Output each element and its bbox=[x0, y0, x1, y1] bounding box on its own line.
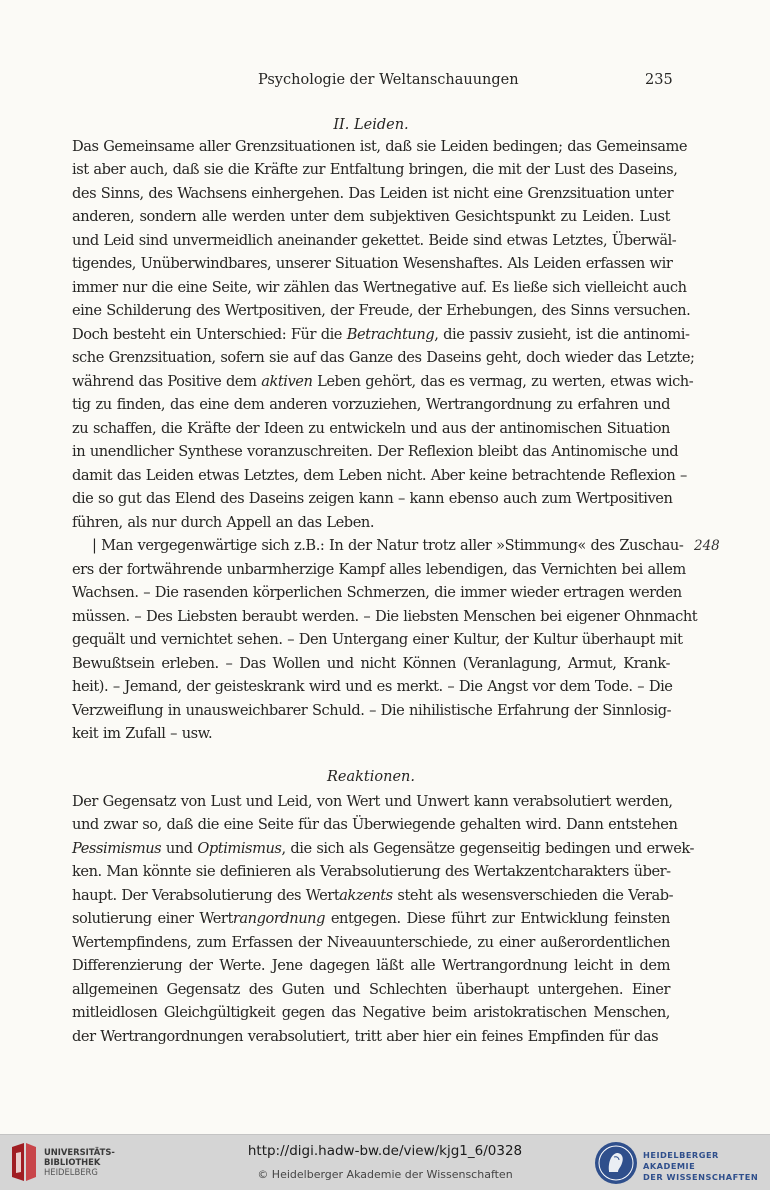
text-line: Wertempfindens, zum Erfassen der Niveauunterschiede, zu einer außerordentlichen bbox=[72, 933, 670, 951]
text-line: und zwar so, daß die eine Seite für das Überwiegende gehalten wird. Dann entstehen bbox=[72, 816, 678, 833]
text-line: Wachsen. – Die rasenden körperlichen Schmerzen, die immer wieder ertragen werden bbox=[72, 584, 682, 601]
text-line: und Leid sind unvermeidlich aneinander gekettet. Beide sind etwas Letztes, Überwäl- bbox=[72, 231, 677, 249]
academy-name: HEIDELBERGER AKADEMIE DER WISSENSCHAFTEN bbox=[643, 1150, 759, 1182]
text-line: Verzweiflung in unausweichbarer Schuld. – Die nihilistische Erfahrung der Sinnlosig- bbox=[72, 701, 672, 719]
text-line: sche Grenzsituation, sofern sie auf das Ganze des Daseins geht, doch wieder das Letzte; bbox=[72, 349, 695, 367]
text-line: Pessimismus und Optimismus, die sich als Gegensätze gegenseitig bedingen und erwek- bbox=[72, 839, 695, 857]
text-line: während das Positive dem aktiven Leben gehört, das es vermag, zu werten, etwas wich- bbox=[72, 372, 694, 390]
text-line: tig zu finden, das eine dem anderen vorzuziehen, Wertrangordnung zu erfahren und bbox=[72, 396, 670, 414]
margin-page-reference: 248 bbox=[694, 538, 720, 554]
text-line: Doch besteht ein Unterschied: Für die Betrachtung, die passiv zusieht, ist die antinomi- bbox=[72, 325, 690, 343]
text-line: Der Gegensatz von Lust und Leid, von Wert und Unwert kann verabsolutiert werden, bbox=[72, 792, 673, 810]
text-line: müssen. – Des Liebsten beraubt werden. – Die liebsten Menschen bei eigener Ohnmacht bbox=[72, 607, 698, 625]
text-line: die so gut das Elend des Daseins zeigen kann – kann ebenso auch zum Wertpositiven bbox=[72, 490, 673, 508]
text-line: zu schaffen, die Kräfte der Ideen zu entwickeln und aus der antinomischen Situation bbox=[72, 419, 670, 437]
text-line: haupt. Der Verabsolutierung des Wertakzents steht als wesensverschieden die Verab- bbox=[72, 886, 674, 904]
text-line: führen, als nur durch Appell an das Leben. bbox=[72, 513, 375, 531]
university-library-name: UNIVERSITÄTS- BIBLIOTHEK HEIDELBERG bbox=[44, 1147, 115, 1177]
text-line: Bewußtsein erleben. – Das Wollen und nicht Können (Veranlagung, Armut, Krank- bbox=[72, 654, 670, 672]
text-line: solutierung einer Wertrangordnung entgegen. Diese führt zur Entwicklung feinsten bbox=[72, 910, 670, 927]
text-line: | Man vergegenwärtige sich z.B.: In der Natur trotz aller »Stimmung« des Zuschau- bbox=[92, 537, 684, 554]
text-line: anderen, sondern alle werden unter dem subjektiven Gesichtspunkt zu Leiden. Lust bbox=[72, 208, 670, 226]
text-line: damit das Leiden etwas Letztes, dem Leben nicht. Aber keine betrachtende Reflexion – bbox=[72, 466, 687, 484]
text-line: heit). – Jemand, der geisteskrank wird und es merkt. – Die Angst vor dem Tode. – Die bbox=[72, 678, 673, 695]
text-line: ist aber auch, daß sie die Kräfte zur Entfaltung bringen, die mit der Lust des Daseins, bbox=[72, 161, 678, 179]
copyright-notice: © Heidelberger Akademie der Wissenschaften bbox=[257, 1168, 513, 1181]
text-line: gequält und vernichtet sehen. – Den Untergang einer Kultur, der Kultur überhaupt mit bbox=[72, 631, 683, 648]
section-heading-reaktionen: Reaktionen. bbox=[327, 769, 415, 785]
text-line: Differenzierung der Werte. Jene dagegen läßt alle Wertrangordnung leicht in dem bbox=[72, 957, 670, 974]
text-line: mitleidlosen Gleichgültigkeit gegen das Negative beim aristokratischen Menschen, bbox=[72, 1004, 670, 1021]
text-line: allgemeinen Gegensatz des Guten und Schlechten überhaupt untergehen. Einer bbox=[72, 980, 670, 998]
text-line: der Wertrangordnungen verabsolutiert, tritt aber hier ein feines Empfinden für das bbox=[72, 1027, 659, 1045]
text-line: in unendlicher Synthese voranzuschreiten. Der Reflexion bleibt das Antinomische und bbox=[72, 443, 679, 461]
text-line: des Sinns, des Wachsens einhergehen. Das Leiden ist nicht eine Grenzsituation unter bbox=[72, 184, 674, 202]
text-line: tigendes, Unüberwindbares, unserer Situation Wesenshaftes. Als Leiden erfassen wir bbox=[72, 255, 673, 273]
text-line: eine Schilderung des Wertpositiven, der Freude, der Erhebungen, des Sinns versuchen. bbox=[72, 302, 691, 320]
text-line: keit im Zufall – usw. bbox=[72, 725, 213, 742]
academy-seal-logo-icon[interactable] bbox=[594, 1141, 638, 1185]
text-line: immer nur die eine Seite, wir zählen das Wertnegative auf. Es ließe sich vielleicht auch bbox=[72, 278, 687, 296]
running-head bbox=[0, 72, 770, 92]
source-url-link[interactable]: http://digi.hadw-bw.de/view/kjg1_6/0328 bbox=[247, 1143, 523, 1159]
text-line: Das Gemeinsame aller Grenzsituationen ist, daß sie Leiden bedingen; das Gemeinsame bbox=[72, 137, 688, 155]
text-line: ers der fortwährende unbarmherzige Kampf alles lebendigen, das Vernichten bei allem bbox=[72, 560, 686, 578]
section-heading-leiden: II. Leiden. bbox=[333, 117, 409, 133]
text-line: ken. Man könnte sie definieren als Verabsolutierung des Wertakzentcharakters über- bbox=[72, 863, 671, 880]
page-number: 235 bbox=[645, 72, 673, 88]
running-title: Psychologie der Weltanschauungen bbox=[258, 72, 519, 88]
footer-bar bbox=[0, 1134, 770, 1190]
